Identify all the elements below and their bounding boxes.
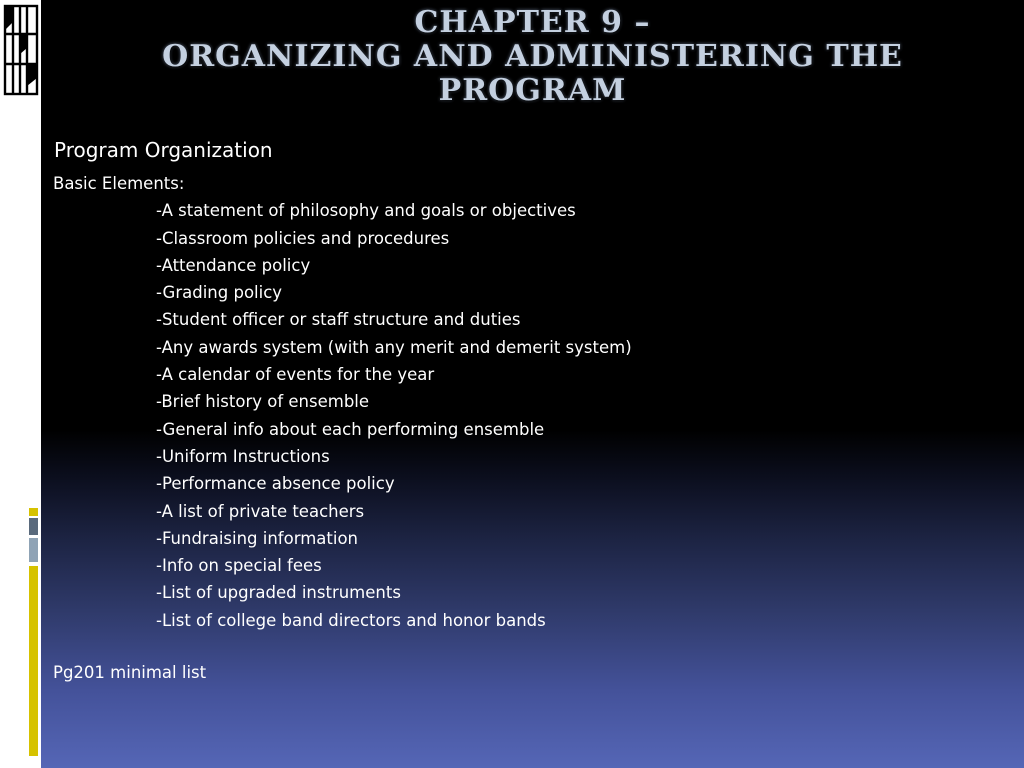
page-reference-note: Pg201 minimal list	[53, 663, 207, 682]
title-line: PROGRAM	[438, 73, 627, 108]
list-item: -Classroom policies and procedures	[156, 228, 450, 248]
list-item: -Performance absence policy	[156, 474, 395, 494]
list-item: -Student officer or staff structure and duties	[156, 310, 521, 330]
content-area	[41, 0, 1024, 768]
list-item: -A list of private teachers	[156, 501, 365, 521]
list-item: -Any awards system (with any merit and demerit system)	[156, 337, 632, 357]
list-item: -Brief history of ensemble	[156, 392, 370, 412]
list-item: -General info about each performing ensemble	[156, 419, 545, 439]
list-item: -Uniform Instructions	[156, 446, 330, 466]
title-line: ORGANIZING AND ADMINISTERING THE	[162, 39, 903, 74]
list-item: -Info on special fees	[156, 556, 322, 576]
list-item: -List of college band directors and honor bands	[156, 610, 546, 630]
list-item: -A calendar of events for the year	[156, 365, 435, 385]
list-item: -A statement of philosophy and goals or objectives	[156, 201, 576, 221]
list-item: -Grading policy	[156, 283, 283, 303]
accent-bar-yellow-long	[29, 566, 38, 756]
list-item: -Fundraising information	[156, 528, 358, 548]
basic-elements-label: Basic Elements:	[53, 174, 185, 193]
accent-bar-steel	[29, 538, 38, 562]
left-decorative-strip	[0, 0, 41, 768]
slide-title	[41, 6, 1024, 108]
section-heading: Program Organization	[54, 138, 273, 162]
accent-bar-yellow-top	[29, 508, 38, 516]
window-panels-icon	[3, 4, 39, 96]
body-text	[53, 170, 632, 634]
title-line: CHAPTER 9 –	[414, 5, 651, 40]
list-item: -List of upgraded instruments	[156, 583, 401, 603]
element-list	[53, 197, 632, 634]
list-item: -Attendance policy	[156, 255, 311, 275]
accent-bar-slate	[29, 518, 38, 535]
accent-bars	[29, 508, 38, 756]
